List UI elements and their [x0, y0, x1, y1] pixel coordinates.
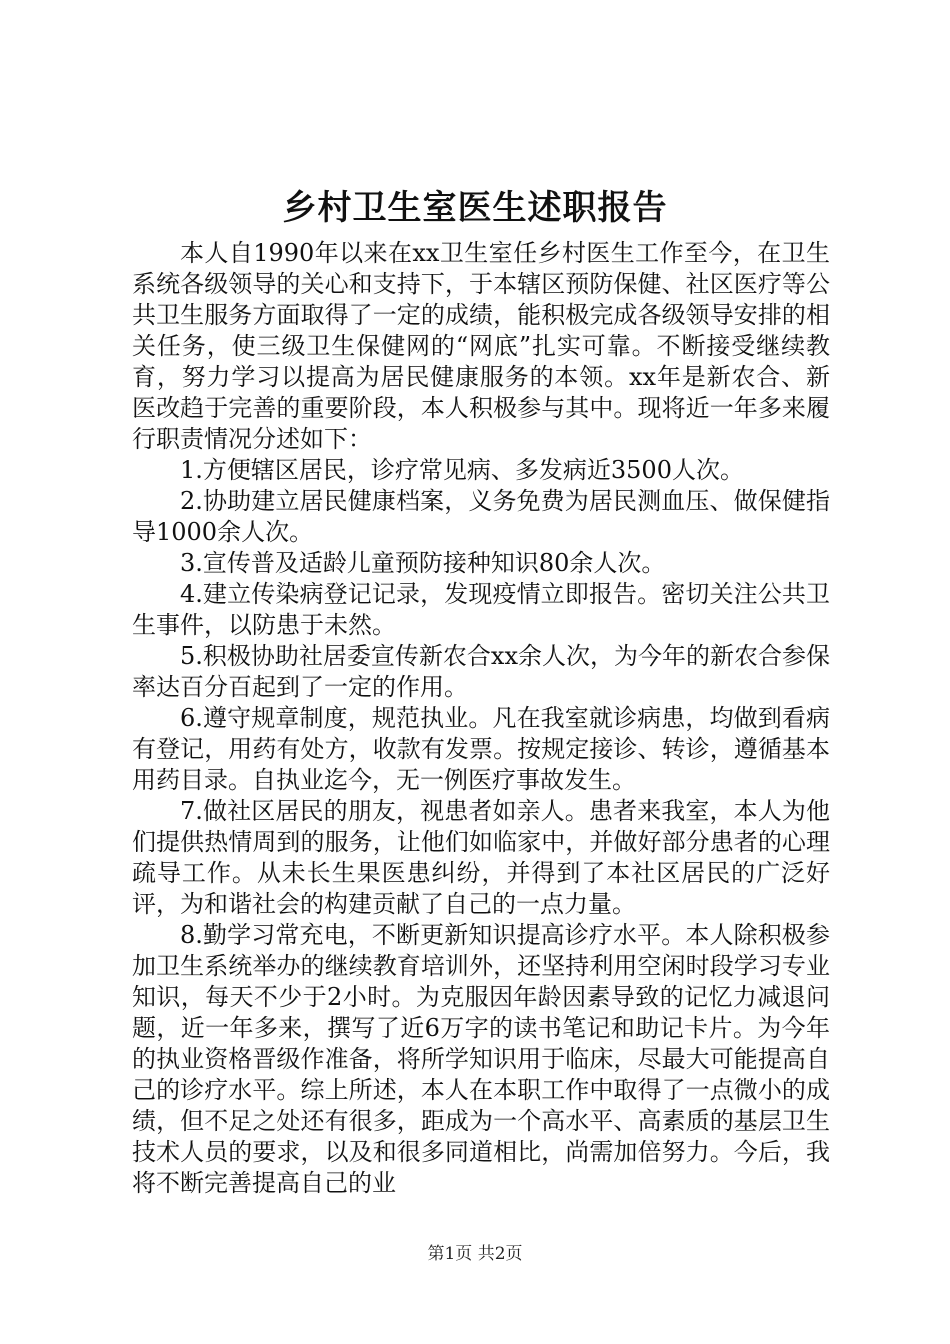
- paragraph-item-4: 4.建立传染病登记记录，发现疫情立即报告。密切关注公共卫生事件，以防患于未然。: [132, 580, 830, 639]
- paragraph-item-5: 5.积极协助社居委宣传新农合xx余人次，为今年的新农合参保率达百分百起到了一定的作用。: [132, 642, 830, 701]
- paragraph-intro: 本人自1990年以来在xx卫生室任乡村医生工作至今，在卫生系统各级领导的关心和支持下，于本辖区预防保健、社区医疗等公共卫生服务方面取得了一定的成绩，能积极完成各级领导安排的相关任务，使三级卫生保健网的“网底”扎实可靠。不断接受继续教育，努力学习以提高为居民健康服务的本领。xx年是新农合、新医改趋于完善的重要阶段，本人积极参与其中。现将近一年多来履行职责情况分述如下：: [132, 239, 830, 453]
- page-number-footer: 第1页 共2页: [427, 1244, 523, 1264]
- document-title: 乡村卫生室医生述职报告: [282, 188, 668, 228]
- paragraph-item-7: 7.做社区居民的朋友，视患者如亲人。患者来我室，本人为他们提供热情周到的服务，让他们如临家中，并做好部分患者的心理疏导工作。从未长生果医患纠纷，并得到了本社区居民的广泛好评，为和谐社会的构建贡献了自己的一点力量。: [132, 797, 830, 918]
- paragraph-item-8: 8.勤学习常充电，不断更新知识提高诊疗水平。本人除积极参加卫生系统举办的继续教育培训外，还坚持利用空闲时段学习专业知识，每天不少于2小时。为克服因年龄因素导致的记忆力减退问题，近一年多来，撰写了近6万字的读书笔记和助记卡片。为今年的执业资格晋级作准备，将所学知识用于临床，尽最大可能提高自己的诊疗水平。综上所述，本人在本职工作中取得了一点微小的成绩，但不足之处还有很多，距成为一个高水平、高素质的基层卫生技术人员的要求，以及和很多同道相比，尚需加倍努力。今后，我将不断完善提高自己的业: [132, 921, 830, 1197]
- paragraph-item-3: 3.宣传普及适龄儿童预防接种知识80余人次。: [180, 549, 666, 577]
- paragraph-item-1: 1.方便辖区居民，诊疗常见病、多发病近3500人次。: [180, 456, 744, 484]
- paragraph-item-2: 2.协助建立居民健康档案，义务免费为居民测血压、做保健指导1000余人次。: [132, 487, 830, 546]
- document-body: [132, 238, 830, 1199]
- paragraph-item-6: 6.遵守规章制度，规范执业。凡在我室就诊病患，均做到看病有登记，用药有处方，收款有发票。按规定接诊、转诊，遵循基本用药目录。自执业迄今，无一例医疗事故发生。: [132, 704, 830, 794]
